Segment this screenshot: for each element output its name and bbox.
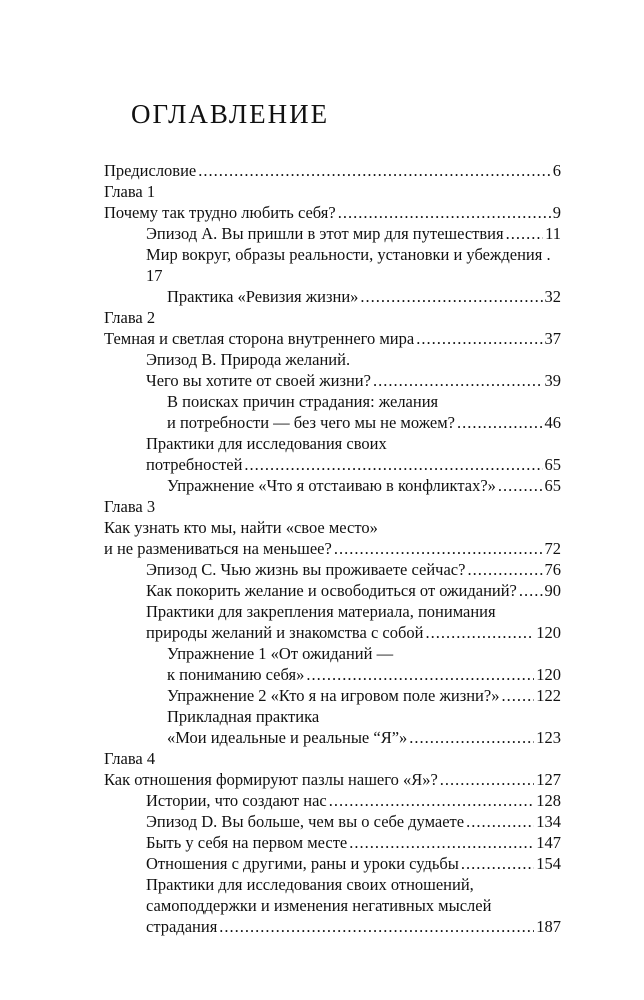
chapter-heading[interactable]	[104, 748, 561, 769]
toc-entry-page: 72	[544, 539, 561, 558]
toc-entry-title: Как узнать кто мы, найти «свое место»	[104, 518, 378, 537]
leader-dots	[440, 769, 534, 790]
toc-entry[interactable]	[104, 643, 561, 685]
toc-entry-title: Упражнение «Что я отстаиваю в конфликтах?»	[167, 476, 496, 495]
toc-entry-title: В поисках причин страдания: желания	[167, 392, 439, 411]
toc-entry-page: 120	[536, 623, 561, 642]
toc-entry-page: 9	[552, 203, 561, 222]
toc-entry-page: 37	[544, 329, 561, 348]
toc-entry-title: Эпизод В. Природа желаний.	[146, 350, 351, 369]
leader-dots	[416, 328, 542, 349]
leader-dots	[425, 622, 534, 643]
toc-entry-title: Мир вокруг, образы реальности, установки и убеждения .	[146, 245, 551, 264]
toc-entry[interactable]	[104, 223, 561, 244]
toc-entry-page: 46	[544, 413, 561, 432]
toc-entry-title-cont: и потребности — без чего мы не можем?	[167, 413, 455, 432]
toc-entry[interactable]	[104, 517, 561, 559]
toc-entry[interactable]	[104, 475, 561, 496]
toc-entry-title-cont: природы желаний и знакомства с собой	[146, 623, 424, 642]
toc-entry-page: 11	[545, 224, 561, 243]
leader-dots	[373, 370, 543, 391]
toc-entry-title: Как отношения формируют пазлы нашего «Я»?	[104, 770, 438, 789]
toc-entry[interactable]	[104, 874, 561, 937]
toc-entry[interactable]	[104, 349, 561, 391]
toc-entry-page: 122	[536, 686, 561, 705]
toc-entry-title: Отношения с другими, раны и уроки судьбы	[146, 854, 459, 873]
toc-entry-title: Темная и светлая сторона внутреннего мира	[104, 329, 415, 348]
toc-entry-title: Упражнение 2 «Кто я на игровом поле жизни?»	[167, 686, 500, 705]
leader-dots	[501, 685, 534, 706]
chapter-label: Глава 1	[104, 182, 156, 201]
leader-dots	[219, 916, 534, 937]
toc-entry[interactable]	[104, 769, 561, 790]
leader-dots	[498, 475, 543, 496]
chapter-heading[interactable]	[104, 307, 561, 328]
chapter-label: Глава 2	[104, 308, 156, 327]
toc-entry-title: Прикладная практика	[167, 707, 320, 726]
toc-entry[interactable]	[104, 433, 561, 475]
leader-dots	[198, 160, 551, 181]
toc-entry-title-cont: к пониманию себя»	[167, 665, 305, 684]
toc-entry[interactable]	[104, 244, 561, 286]
toc-entry-title: Упражнение 1 «От ожиданий —	[167, 644, 394, 663]
toc-entry-title: Почему так трудно любить себя?	[104, 203, 336, 222]
leader-dots	[519, 580, 543, 601]
toc-entry-title: Практики для исследования своих	[146, 434, 387, 453]
toc-entry-page: 39	[544, 371, 561, 390]
toc-entry-page: 32	[544, 287, 561, 306]
toc-entry-title: Истории, что создают нас	[146, 791, 327, 810]
toc-entry-title: Предисловие	[104, 161, 197, 180]
toc-entry-page: 128	[536, 791, 561, 810]
chapter-label: Глава 3	[104, 497, 156, 516]
toc-entry-page: 147	[536, 833, 561, 852]
toc-entry-title: Быть у себя на первом месте	[146, 833, 348, 852]
leader-dots	[466, 811, 534, 832]
toc-entry-page: 187	[536, 917, 561, 936]
toc-entry-title: Эпизод С. Чью жизнь вы проживаете сейчас?	[146, 560, 466, 579]
toc-entry[interactable]	[104, 853, 561, 874]
toc-entry-page: 154	[536, 854, 561, 873]
toc-entry-title-cont: страдания	[146, 917, 218, 936]
leader-dots	[244, 454, 542, 475]
toc-entry-title: Эпизод А. Вы пришли в этот мир для путешествия	[146, 224, 504, 243]
toc-entry[interactable]	[104, 391, 561, 433]
chapter-heading[interactable]	[104, 496, 561, 517]
toc-entry-title-cont: «Мои идеальные и реальные “Я”»	[167, 728, 408, 747]
toc-entry[interactable]	[104, 580, 561, 601]
toc-entry-page: 127	[536, 770, 561, 789]
toc-entry[interactable]	[104, 601, 561, 643]
toc-entry-page: 17	[146, 266, 163, 285]
toc-entry-page: 65	[544, 476, 561, 495]
toc-entry[interactable]	[104, 706, 561, 748]
table-of-contents	[104, 160, 561, 937]
leader-dots	[457, 412, 543, 433]
leader-dots	[506, 223, 544, 244]
toc-entry-title-cont: самоподдержки и изменения негативных мыслей	[146, 896, 492, 915]
toc-entry-page: 90	[544, 581, 561, 600]
toc-entry[interactable]	[104, 811, 561, 832]
toc-entry[interactable]	[104, 790, 561, 811]
leader-dots	[461, 853, 534, 874]
chapter-heading[interactable]	[104, 181, 561, 202]
chapter-label: Глава 4	[104, 749, 156, 768]
toc-entry-title: Практика «Ревизия жизни»	[167, 287, 359, 306]
leader-dots	[306, 664, 534, 685]
toc-entry-title: Как покорить желание и освободиться от ожиданий?	[146, 581, 517, 600]
toc-entry-page: 76	[544, 560, 561, 579]
toc-entry-page: 6	[552, 161, 561, 180]
toc-entry-title-cont: и не размениваться на меньшее?	[104, 539, 332, 558]
toc-entry-title: Практики для исследования своих отношений,	[146, 875, 474, 894]
toc-entry[interactable]	[104, 160, 561, 181]
toc-entry-page: 65	[544, 455, 561, 474]
leader-dots	[467, 559, 542, 580]
toc-entry-title-cont: Чего вы хотите от своей жизни?	[146, 371, 371, 390]
toc-entry[interactable]	[104, 286, 561, 307]
toc-entry[interactable]	[104, 559, 561, 580]
leader-dots	[329, 790, 535, 811]
toc-entry[interactable]	[104, 832, 561, 853]
toc-entry[interactable]	[104, 685, 561, 706]
toc-entry-title: Эпизод D. Вы больше, чем вы о себе думаете	[146, 812, 465, 831]
leader-dots	[349, 832, 534, 853]
page-title: ОГЛАВЛЕНИЕ	[131, 99, 330, 129]
toc-entry-page: 123	[536, 728, 561, 747]
toc-entry-page: 134	[536, 812, 561, 831]
toc-entry-title-cont: потребностей	[146, 455, 243, 474]
toc-entry[interactable]	[104, 202, 561, 223]
toc-entry-page: 120	[536, 665, 561, 684]
leader-dots	[409, 727, 534, 748]
toc-entry-title: Практики для закрепления материала, понимания	[146, 602, 496, 621]
leader-dots	[338, 202, 551, 223]
leader-dots	[360, 286, 542, 307]
leader-dots	[334, 538, 543, 559]
toc-entry[interactable]	[104, 328, 561, 349]
